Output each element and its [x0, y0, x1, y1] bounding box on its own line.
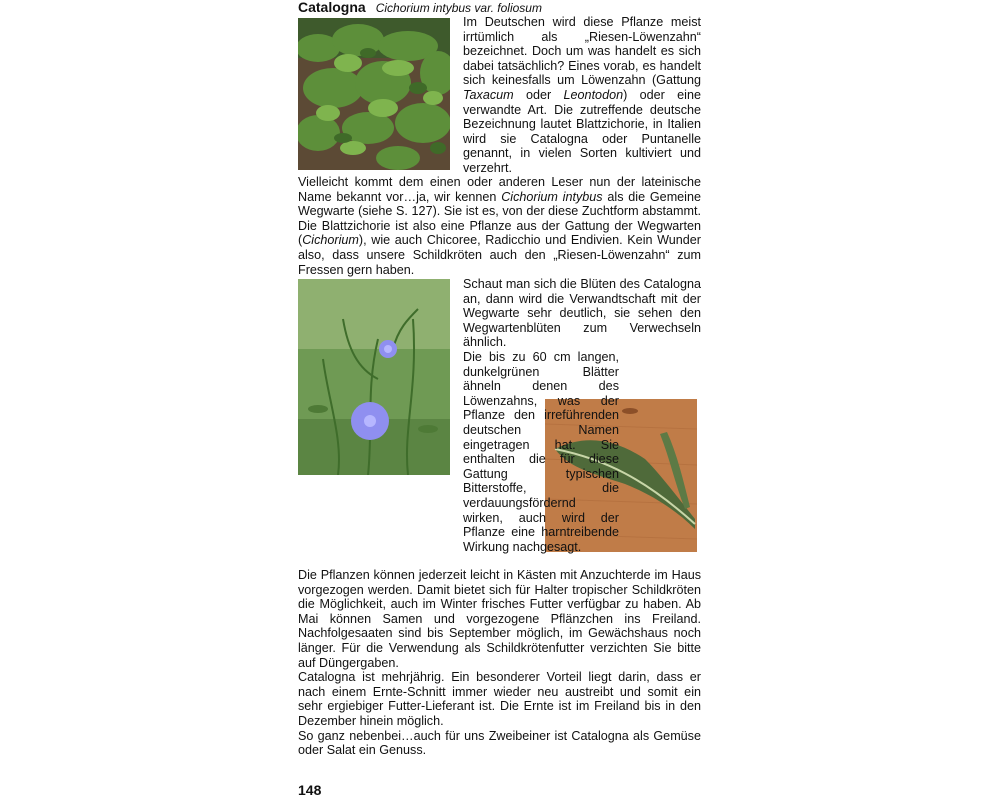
p6 — [298, 670, 701, 728]
paragraph-cultivation — [298, 568, 701, 758]
latin-term: Leontodon — [563, 87, 624, 102]
latin-term: Cichorium intybus — [501, 189, 603, 204]
p7 — [298, 729, 701, 758]
p2 — [298, 175, 701, 277]
text-run: ), wie auch Chicoree, Radicchio und Endivien. Kein Wunder also, dass unsere Schildkröten auch den „Riesen-Löwenzahn“ zum Fressen gern haben. — [298, 233, 701, 277]
latin-term: Cichorium — [302, 233, 359, 248]
text-run: Vielleicht kommt dem einen oder anderen Leser nun der lateinische Name bekannt vor…ja, wir kennen — [298, 175, 701, 204]
text-run: Im Deutschen wird diese Pflanze meist irrtümlich als „Riesen-Löwenzahn“ bezeichnet. Doch um was handelt es sich dabei tatsächlich? Eines vorab, es handelt sich keinesfalls um Löwenzahn (Gattung — [463, 15, 701, 88]
text-run: als die Gemeine Wegwarte (siehe S. 127). Sie ist es, von der diese Zuchtform abstammt. Die Blattzichorie ist also eine Pflanze aus der Gattung der Wegwarten ( — [298, 189, 701, 248]
p5 — [298, 568, 701, 670]
catalogna-plant-bed-photo — [298, 18, 450, 170]
p1 — [463, 15, 701, 176]
latin-name: Cichorium intybus var. foliosum — [375, 1, 542, 15]
latin-term: Taxacum — [463, 87, 514, 102]
paragraph-intro — [463, 15, 701, 176]
p3 — [463, 277, 701, 350]
text-run: So ganz nebenbei…auch für uns Zweibeiner ist Catalogna als Gemüse oder Salat ein Genuss. — [298, 728, 701, 758]
text-run: Schaut man sich die Blüten des Catalogna an, dann wird die Verwandtschaft mit der Wegwarte sehr deutlich, sie sehen den Wegwartenblüten zum Verwechseln ähnlich. — [463, 277, 701, 350]
text-run: Die Pflanzen können jederzeit leicht in Kästen mit Anzuchterde im Haus vorgezogen werden. Damit bietet sich für Halter tropischer Schildkröten die Möglichkeit, auch im Winter frisches Futter verfügbar zu haben. Ab Mai können Samen und vorgezogene Pflänzchen ins Freiland. Nachfolgesaaten sind bis September möglich, im Gewächshaus noch länger. Für die Verwendung als Schildkrötenfutter verzichten Sie bitte auf Düngergaben. — [298, 568, 701, 670]
chicory-blossom-photo — [298, 279, 450, 475]
text-run: Die bis zu 60 cm langen, dunkelgrünen Blätter ähneln denen des Löwenzahns, was der Pflanze den irreführenden deutschen Namen eingetragen hat. Sie enthalten die für diese Gattung typischen Bitterstoffe, die verdauungsfördernd wirken, auch wird der Pflanze eine harntreibende Wirkung nachgesagt. — [463, 350, 619, 554]
paragraph-blossoms — [463, 277, 701, 350]
paragraph-leaves — [463, 350, 701, 570]
book-page — [298, 0, 702, 800]
text-run: Catalogna ist mehrjährig. Ein besonderer Vorteil liegt darin, dass er nach einem Ernte-Schnitt immer wieder neu austreibt und somit ein sehr ergiebiger Futter-Lieferant ist. Die Ernte ist im Freiland bis in den Dezember hinein möglich. — [298, 670, 701, 728]
paragraph-latin-name — [298, 175, 701, 277]
page-title: Catalogna — [298, 0, 366, 15]
page-number: 148 — [298, 782, 322, 798]
text-run: oder — [513, 87, 564, 102]
text-run: ) oder eine verwandte Art. Die zutreffende deutsche Bezeichnung lautet Blattzichorie, in Italien wird sie Catalogna oder Puntanelle genannt, in vielen Sorten kultiviert und verzehrt. — [463, 87, 701, 175]
